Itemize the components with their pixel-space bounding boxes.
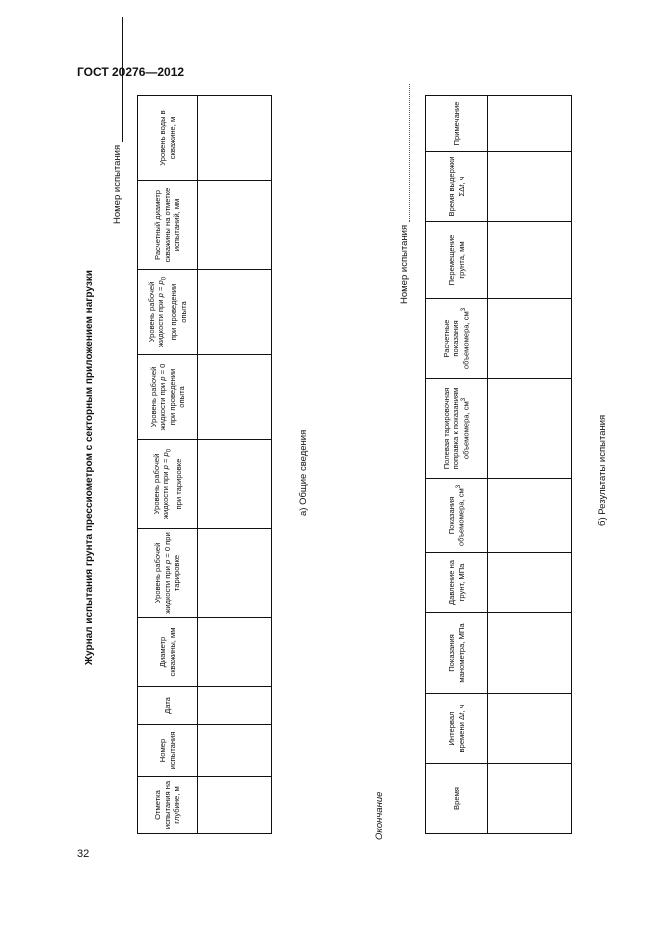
col-level-p0-tare-header: Уровень рабочей жидкости при p = 0 при тарировке — [138, 529, 198, 618]
table-b-header-row — [426, 96, 488, 834]
cell-empty[interactable] — [488, 553, 572, 613]
col-test-number-header: Номер испытания — [138, 725, 198, 777]
journal-title: Журнал испытания грунта прессиометром с секторным приложением нагрузки — [84, 270, 95, 665]
table-general-info — [137, 95, 272, 834]
col-calc-diameter-header: Расчетный диаметр скважины на отметке испытаний, мм — [138, 181, 198, 270]
caption-general-info: а) Общие сведения — [298, 429, 309, 516]
table-results — [425, 95, 572, 834]
col-level-pp0-tare-header: Уровень рабочей жидкости при $p = p_0$ при тарировке — [138, 440, 198, 529]
table-b-data-row — [488, 96, 572, 834]
test-number-a-label: Номер испытания — [112, 144, 123, 224]
col-level-p0-test-header: Уровень рабочей жидкости при p = 0 при проведении опыта — [138, 355, 198, 440]
cell-empty[interactable] — [488, 613, 572, 694]
cell-empty[interactable] — [488, 96, 572, 152]
test-number-b — [399, 84, 410, 304]
col-hold-time-header: Время выдержки ΣΔt, ч — [426, 152, 488, 222]
test-number-a — [112, 17, 123, 224]
page-number: 32 — [77, 848, 90, 860]
cell-empty[interactable] — [488, 479, 572, 553]
caption-results: б) Результаты испытания — [597, 414, 608, 526]
cell-empty[interactable] — [198, 96, 272, 181]
col-level-pp0-test-header: Уровень рабочей жидкости при $p = p_0$ при проведении опыта — [138, 270, 198, 355]
test-number-b-field[interactable] — [409, 84, 410, 222]
cell-empty[interactable] — [198, 355, 272, 440]
test-number-b-label: Номер испытания — [399, 224, 410, 304]
col-depth-header: Отметка испытания на глубине, м — [138, 777, 198, 834]
cell-empty[interactable] — [198, 687, 272, 725]
col-diameter-header: Диаметр скважины, мм — [138, 618, 198, 687]
cell-empty[interactable] — [198, 181, 272, 270]
col-interval-header: Интервал времени Δt, ч — [426, 694, 488, 764]
col-manometer-header: Показания манометра, МПа — [426, 613, 488, 694]
col-water-level-header: Уровень воды в скважине, м — [138, 96, 198, 181]
table-a-data-row — [198, 96, 272, 834]
cell-empty[interactable] — [488, 222, 572, 299]
col-date-header: Дата — [138, 687, 198, 725]
cell-empty[interactable] — [488, 764, 572, 834]
col-displacement-header: Перемещение грунта, мм — [426, 222, 488, 299]
document-header: ГОСТ 20276—2012 — [77, 65, 185, 79]
col-calc-volumeter-header: Расчетные показания объемомера, $см^3$ — [426, 299, 488, 379]
continuation-label: Окончание — [374, 791, 385, 840]
cell-empty[interactable] — [198, 618, 272, 687]
col-note-header: Примечание — [426, 96, 488, 152]
col-pressure-header: Давление на грунт, МПа — [426, 553, 488, 613]
cell-empty[interactable] — [488, 379, 572, 479]
test-number-a-field[interactable] — [122, 17, 123, 142]
cell-empty[interactable] — [198, 529, 272, 618]
cell-empty[interactable] — [488, 694, 572, 764]
col-time-header: Время — [426, 764, 488, 834]
cell-empty[interactable] — [198, 777, 272, 834]
col-tare-correction-header: Полевая тарировочная поправка к показаниям объемомера, $см^3$ — [426, 379, 488, 479]
table-a-header-row — [138, 96, 198, 834]
cell-empty[interactable] — [488, 152, 572, 222]
cell-empty[interactable] — [198, 440, 272, 529]
col-volumeter-header: Показания объемомера, $см^3$ — [426, 479, 488, 553]
cell-empty[interactable] — [198, 270, 272, 355]
cell-empty[interactable] — [488, 299, 572, 379]
cell-empty[interactable] — [198, 725, 272, 777]
